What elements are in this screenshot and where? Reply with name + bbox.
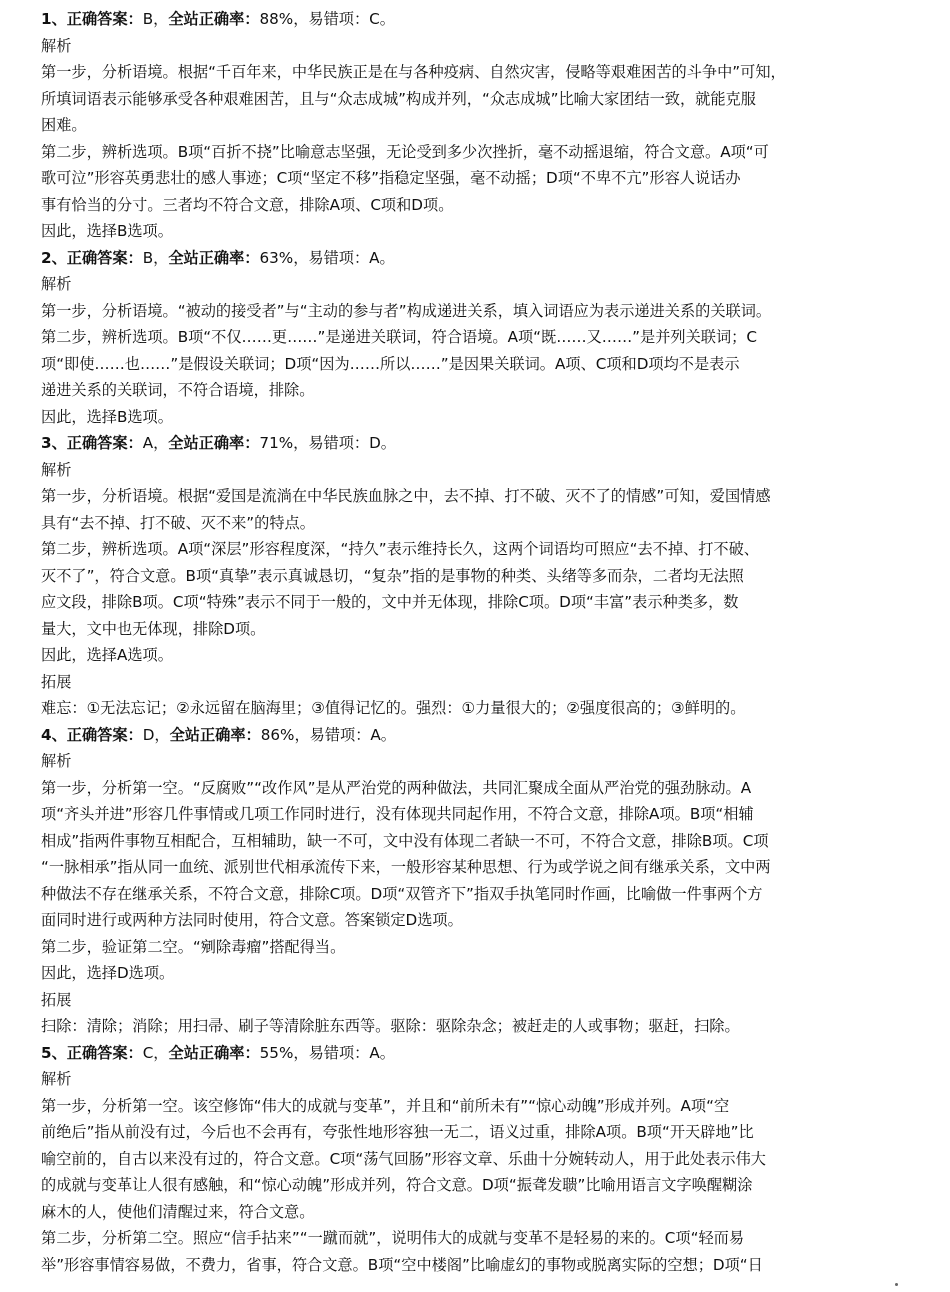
text-line: 拓展 [41, 672, 72, 691]
text-line: 解析 [41, 36, 72, 55]
text-line: 第二步，辨析选项。B项“百折不挠”比喻意志坚强，无论受到多少次挫折，毫不动摇退缩，符合文意。A项“可 [41, 142, 769, 161]
text-line: 解析 [41, 1070, 72, 1088]
text-line: 因此，选择D选项。 [41, 964, 175, 982]
rate-label: 全站正确率： [169, 725, 261, 744]
question-number: 3、 [41, 434, 67, 452]
text-line: 解析 [41, 752, 72, 770]
text-line: 所填词语表示能够承受各种艰难困苦，且与“众志成城”构成并列，“众志成城”比喻大家团结一致，就能克服 [41, 89, 756, 108]
text-line: 因此，选择A选项。 [41, 646, 173, 664]
text-line: 第一步，分析第一空。该空修饰“伟大的成就与变革”，并且和“前所未有”“惊心动魄”形成并列。A项“空 [41, 1096, 730, 1115]
question-header [41, 6, 921, 33]
question-header [41, 245, 921, 272]
rate-value: 86%，易错项：A。 [260, 725, 396, 744]
answer-value: B， [142, 10, 169, 28]
question-header [41, 1040, 921, 1067]
text-line: 量大，文中也无体现，排除D项。 [41, 619, 266, 638]
text-line: 面同时进行或两种方法同时使用，符合文意。答案锁定D选项。 [41, 911, 463, 929]
text-line: 第二步，分析第二空。照应“信手拈来”“一蹴而就”，说明伟大的成就与变革不是轻易的来的。C项“轻而易 [41, 1229, 745, 1247]
rate-label: 全站正确率： [168, 248, 260, 267]
stray-dot [895, 1283, 898, 1286]
answer-label: 正确答案： [66, 1043, 143, 1062]
text-line: 具有“去不掉、打不破、灭不来”的特点。 [41, 513, 315, 532]
rate-value: 63%，易错项：A。 [259, 248, 395, 267]
text-line: 解析 [41, 460, 72, 479]
question-number: 4、 [41, 725, 67, 744]
text-line: 第二步，辨析选项。B项“不仅……更……”是递进关联词，符合语境。A项“既……又……”是并列关联词；C [41, 328, 757, 346]
text-line: 举”形容事情容易做，不费力，省事，符合文意。B项“空中楼阁”比喻虚幻的事物或脱离实际的空想；D项“日 [41, 1255, 763, 1274]
text-line: 前绝后”指从前没有过，今后也不会再有，夸张性地形容独一无二，语义过重，排除A项。B项“开天辟地”比 [41, 1123, 754, 1141]
text-line: 应文段，排除B项。C项“特殊”表示不同于一般的，文中并无体现，排除C项。D项“丰富”表示种类多，数 [41, 593, 739, 611]
text-line: 解析 [41, 275, 72, 293]
text-line: 种做法不存在继承关系，不符合文意，排除C项。D项“双管齐下”指双手执笔同时作画，比喻做一件事两个方 [41, 884, 763, 903]
question-number: 1、 [41, 10, 67, 28]
text-line: 第二步，辨析选项。A项“深层”形容程度深，“持久”表示维持长久，这两个词语均可照应“去不掉、打不破、 [41, 540, 759, 558]
text-line: 项“即使……也……”是假设关联词；D项“因为……所以……”是因果关联词。A项、C项和D项均不是表示 [41, 354, 740, 373]
text-line: 项“齐头并进”形容几件事情或几项工作同时进行，没有体现共同起作用，不符合文意，排除A项。B项“相辅 [41, 805, 754, 823]
text-line: 拓展 [41, 990, 72, 1009]
text-line: 的成就与变革让人很有感触，和“惊心动魄”形成并列，符合文意。D项“振聋发聩”比喻用语言文字唤醒糊涂 [41, 1176, 753, 1194]
answer-value: A， [142, 434, 169, 452]
rate-label: 全站正确率： [168, 1043, 260, 1062]
text-line: 第一步，分析语境。根据“千百年来，中华民族正是在与各种疫病、自然灾害，侵略等艰难困苦的斗争中”可知， [41, 63, 786, 81]
question-header [41, 430, 921, 457]
answer-label: 正确答案： [66, 10, 143, 28]
text-line: 扫除：清除；消除；用扫帚、刷子等清除脏东西等。驱除：驱除杂念；被赶走的人或事物；驱赶，扫除。 [41, 1017, 740, 1035]
question-number: 2、 [41, 248, 67, 267]
question-number: 5、 [41, 1043, 67, 1062]
text-line: 第一步，分析语境。“被动的接受者”与“主动的参与者”构成递进关系，填入词语应为表示递进关系的关联词。 [41, 301, 772, 320]
answer-label: 正确答案： [66, 248, 143, 267]
text-line: 歌可泣”形容英勇悲壮的感人事迹；C项“坚定不移”指稳定坚强，毫不动摇；D项“不卑不亢”形容人说话办 [41, 169, 741, 187]
answer-value: D， [142, 725, 170, 744]
text-line: 第一步，分析第一空。“反腐败”“改作风”是从严治党的两种做法，共同汇聚成全面从严治党的强劲脉动。A [41, 778, 752, 797]
answer-value: C， [142, 1043, 169, 1062]
text-line: 第一步，分析语境。根据“爱国是流淌在中华民族血脉之中，去不掉、打不破、灭不了的情感”可知，爱国情感 [41, 487, 771, 505]
text-line: 麻木的人，使他们清醒过来，符合文意。 [41, 1202, 315, 1221]
text-line: 困难。 [41, 116, 87, 134]
answer-label: 正确答案： [66, 434, 143, 452]
text-line: 事有恰当的分寸。三者均不符合文意，排除A项、C项和D项。 [41, 195, 454, 214]
document-body [41, 6, 921, 1278]
text-line: “一脉相承”指从同一血统、派别世代相承流传下来，一般形容某种思想、行为或学说之间有继承关系，文中两 [41, 858, 771, 876]
text-line: 喻空前的，自古以来没有过的，符合文意。C项“荡气回肠”形容文章、乐曲十分婉转动人，用于此处表示伟大 [41, 1149, 766, 1168]
answer-value: B， [142, 248, 169, 267]
text-line: 第二步，验证第二空。“剜除毒瘤”搭配得当。 [41, 937, 346, 956]
question-header [41, 722, 921, 749]
answer-label: 正确答案： [66, 725, 143, 744]
rate-label: 全站正确率： [168, 434, 260, 452]
text-line: 递进关系的关联词，不符合语境，排除。 [41, 381, 315, 399]
text-line: 灭不了”，符合文意。B项“真挚”表示真诚恳切，“复杂”指的是事物的种类、头绪等多而杂，二者均无法照 [41, 566, 744, 585]
rate-value: 71%，易错项：D。 [259, 434, 396, 452]
text-line: 因此，选择B选项。 [41, 407, 173, 426]
text-line: 因此，选择B选项。 [41, 222, 173, 240]
text-line: 相成”指两件事物互相配合，互相辅助，缺一不可，文中没有体现二者缺一不可，不符合文意，排除B项。C项 [41, 831, 769, 850]
text-line: 难忘：①无法忘记；②永远留在脑海里；③值得记忆的。强烈：①力量很大的；②强度很高的；③鲜明的。 [41, 699, 746, 717]
rate-value: 55%，易错项：A。 [259, 1043, 395, 1062]
rate-label: 全站正确率： [168, 10, 260, 28]
rate-value: 88%，易错项：C。 [259, 10, 395, 28]
